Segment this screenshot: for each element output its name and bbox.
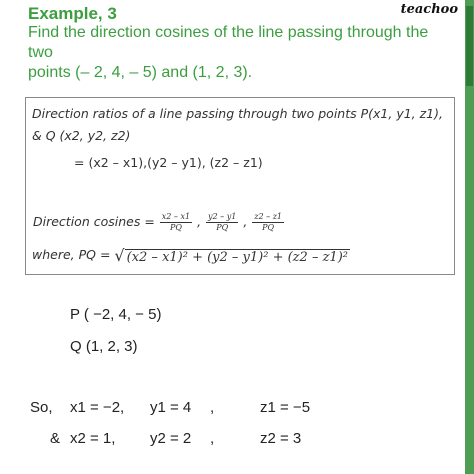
formula-line-1: Direction ratios of a line passing through two points P(x1, y1, z1),: [32, 106, 443, 121]
question-text: [28, 23, 448, 83]
fraction-x-num: x2 – x1: [161, 212, 191, 221]
point-q: Q (1, 2, 3): [70, 338, 138, 355]
formula-box: [25, 97, 455, 275]
fraction-x-den: PQ: [169, 223, 182, 232]
row1-x: x1 = −2,: [70, 399, 125, 416]
fraction-z-num: z2 – z1: [254, 212, 282, 221]
question-line-1: Find the direction cosines of the line passing through the two: [28, 24, 429, 61]
question-line-2: points (– 2, 4, – 5) and (1, 2, 3).: [28, 64, 253, 81]
formula-line-3: = (x2 – x1),(y2 – y1), (z2 – z1): [74, 155, 263, 170]
radical-sign-icon: √: [114, 246, 125, 265]
row1-z: z1 = −5: [260, 399, 311, 416]
row2-amp: &: [50, 430, 61, 447]
example-title: Example, 3: [28, 4, 117, 23]
row2-y: y2 = 2: [150, 430, 192, 447]
sqrt-expression: (x2 – x1)² + (y2 – y1)² + (z2 – z1)²: [126, 250, 348, 265]
right-side-strip: [465, 0, 474, 474]
point-p: P ( −2, 4, − 5): [70, 306, 162, 323]
separator: ,: [197, 214, 202, 229]
direction-cosines-line: [33, 212, 285, 233]
fraction-x: [160, 212, 192, 233]
fraction-z-den: PQ: [262, 223, 275, 232]
row1-comma: ,: [210, 399, 215, 416]
fraction-z: [252, 212, 284, 233]
pq-definition-line: [32, 246, 350, 265]
row2-comma: ,: [210, 430, 215, 447]
fraction-y-num: y2 – y1: [208, 212, 237, 221]
so-label: So,: [30, 399, 53, 416]
row1-y: y1 = 4: [150, 399, 192, 416]
where-label: where, PQ =: [32, 247, 111, 262]
fraction-y: [206, 212, 238, 233]
strip-thumb: [466, 6, 473, 86]
square-root: [114, 246, 350, 265]
fraction-y-den: PQ: [216, 223, 229, 232]
row2-x: x2 = 1,: [70, 430, 116, 447]
brand-logo: teachoo: [400, 2, 458, 17]
row2-z: z2 = 3: [260, 430, 302, 447]
separator: ,: [243, 214, 248, 229]
formula-line-2: & Q (x2, y2, z2): [32, 128, 131, 143]
cosines-label: Direction cosines =: [33, 214, 155, 229]
